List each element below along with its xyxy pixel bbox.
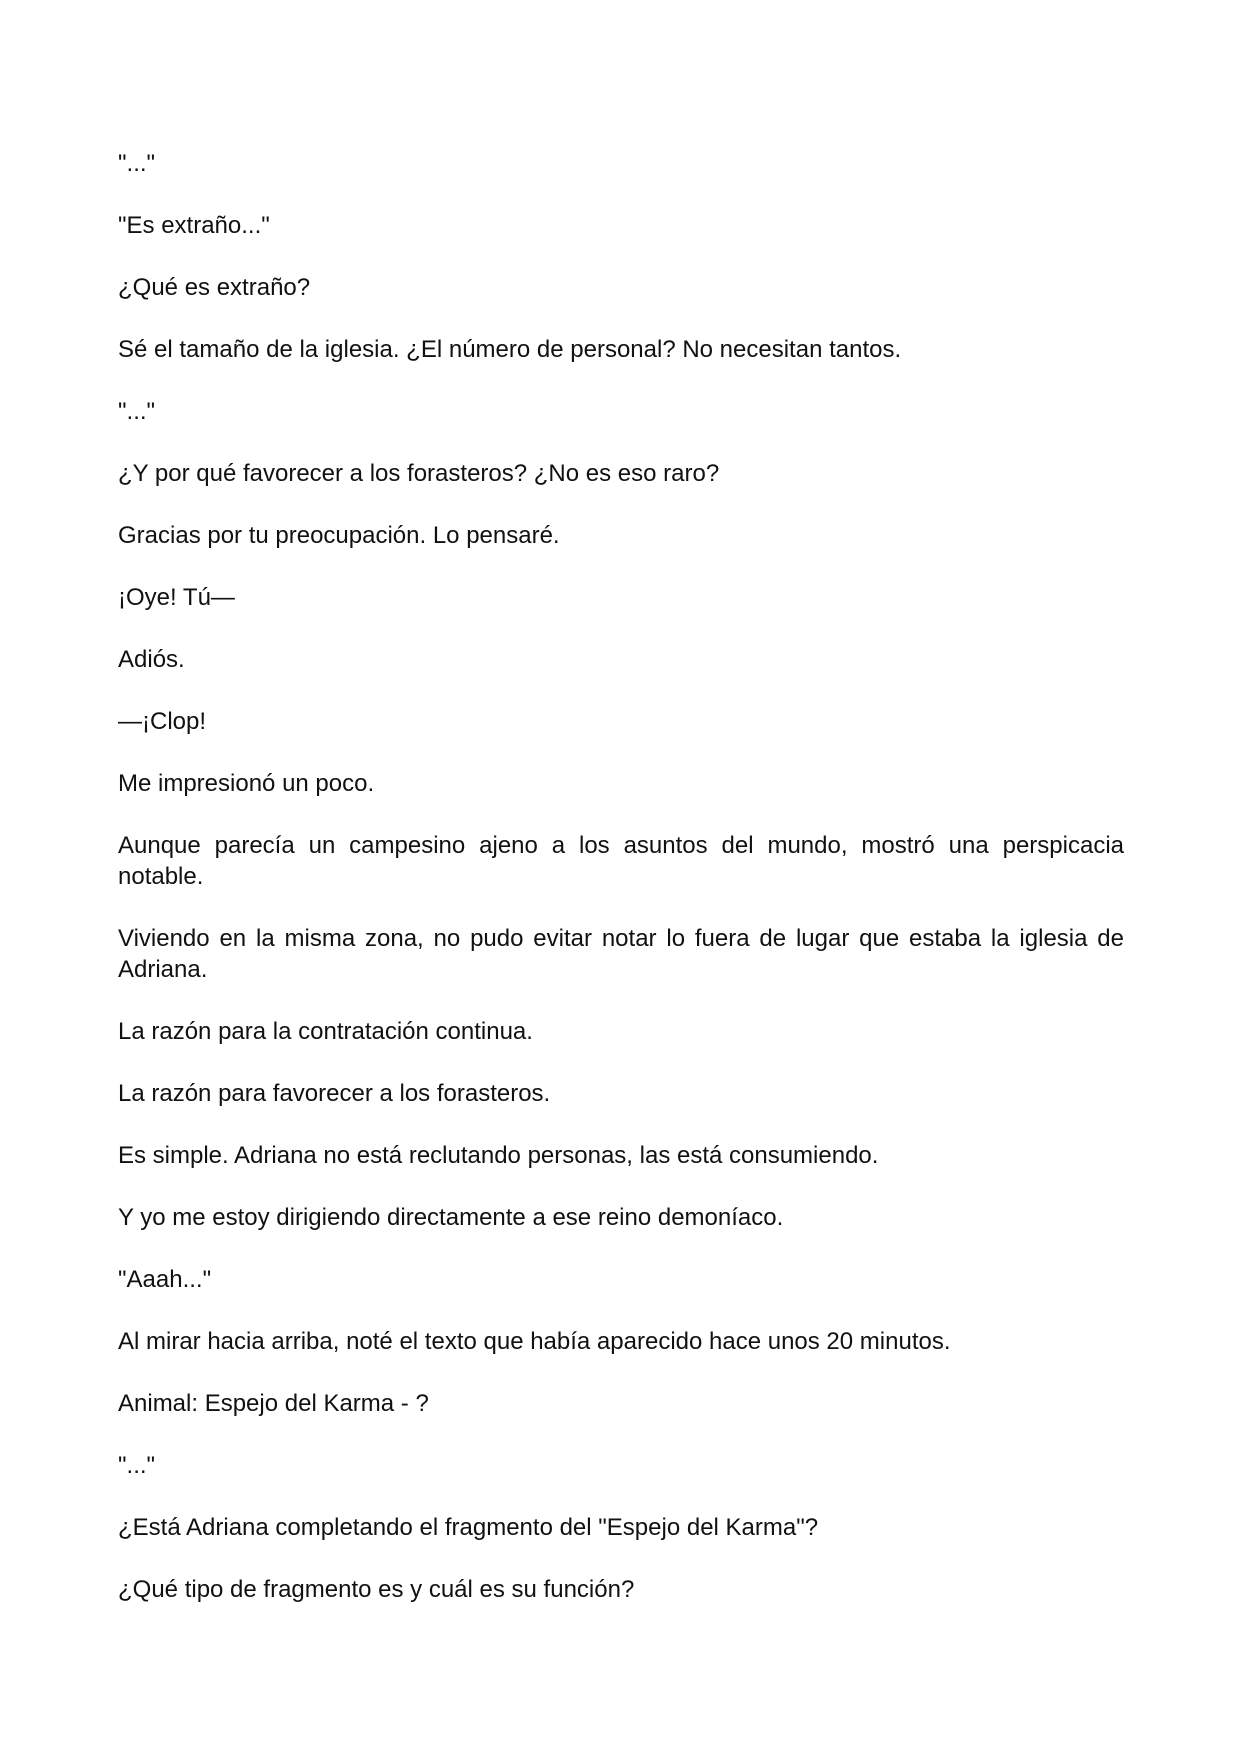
paragraph: Me impresionó un poco.	[118, 770, 375, 797]
paragraph: Animal: Espejo del Karma - ?	[118, 1390, 429, 1417]
paragraph: ¿Y por qué favorecer a los forasteros? ¿No es eso raro?	[118, 460, 720, 487]
paragraph: Aunque parecía un campesino ajeno a los asuntos del mundo, mostró una perspicacia notable.	[118, 832, 1124, 890]
paragraph: Viviendo en la misma zona, no pudo evitar notar lo fuera de lugar que estaba la iglesia de Adriana.	[118, 925, 1124, 983]
paragraph: "..."	[118, 150, 156, 177]
paragraph: "Es extraño..."	[118, 212, 270, 239]
paragraph: Al mirar hacia arriba, noté el texto que había aparecido hace unos 20 minutos.	[118, 1328, 951, 1355]
paragraph: ¿Está Adriana completando el fragmento del "Espejo del Karma"?	[118, 1514, 819, 1541]
document-body	[118, 148, 1124, 1636]
paragraph: ¿Qué tipo de fragmento es y cuál es su función?	[118, 1576, 635, 1603]
paragraph: "Aaah..."	[118, 1266, 212, 1293]
paragraph: ¡Oye! Tú—	[118, 584, 235, 611]
paragraph: —¡Clop!	[118, 708, 207, 735]
paragraph: Y yo me estoy dirigiendo directamente a ese reino demoníaco.	[118, 1204, 784, 1231]
paragraph: "..."	[118, 398, 156, 425]
paragraph: ¿Qué es extraño?	[118, 274, 311, 301]
paragraph: Es simple. Adriana no está reclutando personas, las está consumiendo.	[118, 1142, 879, 1169]
paragraph: "..."	[118, 1452, 156, 1479]
paragraph: Gracias por tu preocupación. Lo pensaré.	[118, 522, 560, 549]
paragraph: La razón para la contratación continua.	[118, 1018, 533, 1045]
paragraph: Sé el tamaño de la iglesia. ¿El número de personal? No necesitan tantos.	[118, 336, 902, 363]
paragraph: La razón para favorecer a los forasteros.	[118, 1080, 551, 1107]
paragraph: Adiós.	[118, 646, 185, 673]
